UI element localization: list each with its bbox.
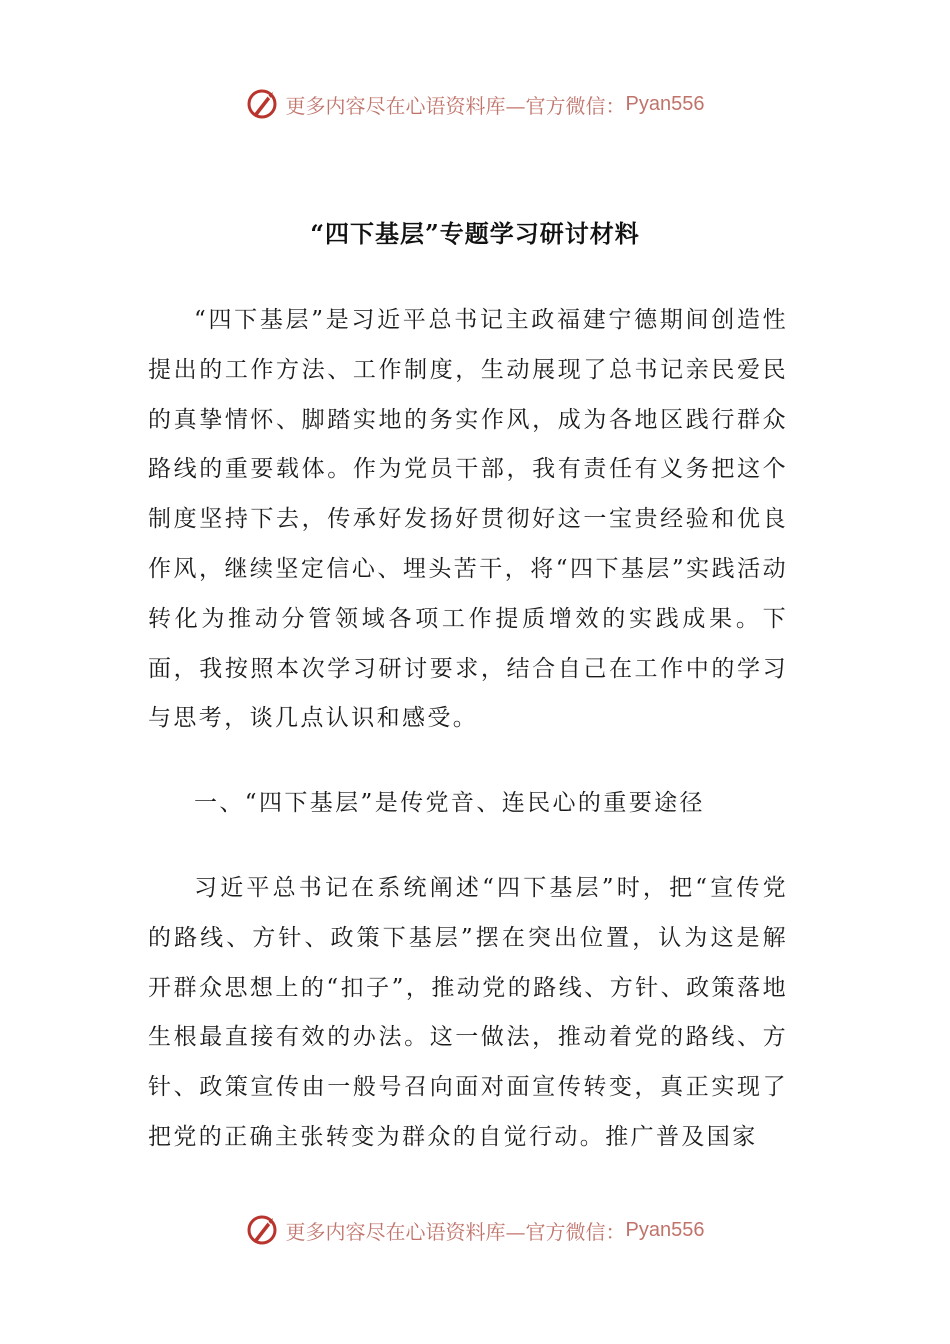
watermark-text: 更多内容尽在心语资料库—官方微信：	[285, 93, 626, 118]
header-watermark	[0, 84, 950, 124]
pen-nib-circle-icon	[246, 1212, 282, 1248]
footer-watermark	[0, 1210, 950, 1250]
document-title: “四下基层”专题学习研讨材料	[310, 219, 640, 248]
watermark-wechat-id: Pyan556	[625, 1218, 705, 1241]
section-heading-1: 一、“四下基层”是传党音、连民心的重要途径	[194, 790, 705, 816]
watermark-wechat-id: Pyan556	[625, 92, 705, 115]
body-paragraph-intro: “四下基层”是习近平总书记主政福建宁德期间创造性提出的工作方法、工作制度，生动展现了总书记亲民爱民的真挚情怀、脚踏实地的务实作风，成为各地区践行群众路线的重要载体。作为党员干部，我有责任有义务把这个制度坚持下去，传承好发扬好贯彻好这一宝贵经验和优良作风，继续坚定信心、埋头苦干，将“四下基层”实践活动转化为推动分管领域各项工作提质增效的实践成果。下面，我按照本次学习研讨要求，结合自己在工作中的学习与思考，谈几点认识和感受。	[148, 307, 788, 732]
body-paragraph-section-1: 习近平总书记在系统阐述“四下基层”时，把“宣传党的路线、方针、政策下基层”摆在突出位置，认为这是解开群众思想上的“扣子”，推动党的路线、方针、政策落地生根最直接有效的办法。这一做法，推动着党的路线、方针、政策宣传由一般号召向面对面宣传转变，真正实现了把党的正确主张转变为群众的自觉行动。推广普及国家	[148, 875, 788, 1150]
pen-nib-circle-icon	[246, 86, 282, 122]
watermark-text: 更多内容尽在心语资料库—官方微信：	[285, 1219, 626, 1244]
